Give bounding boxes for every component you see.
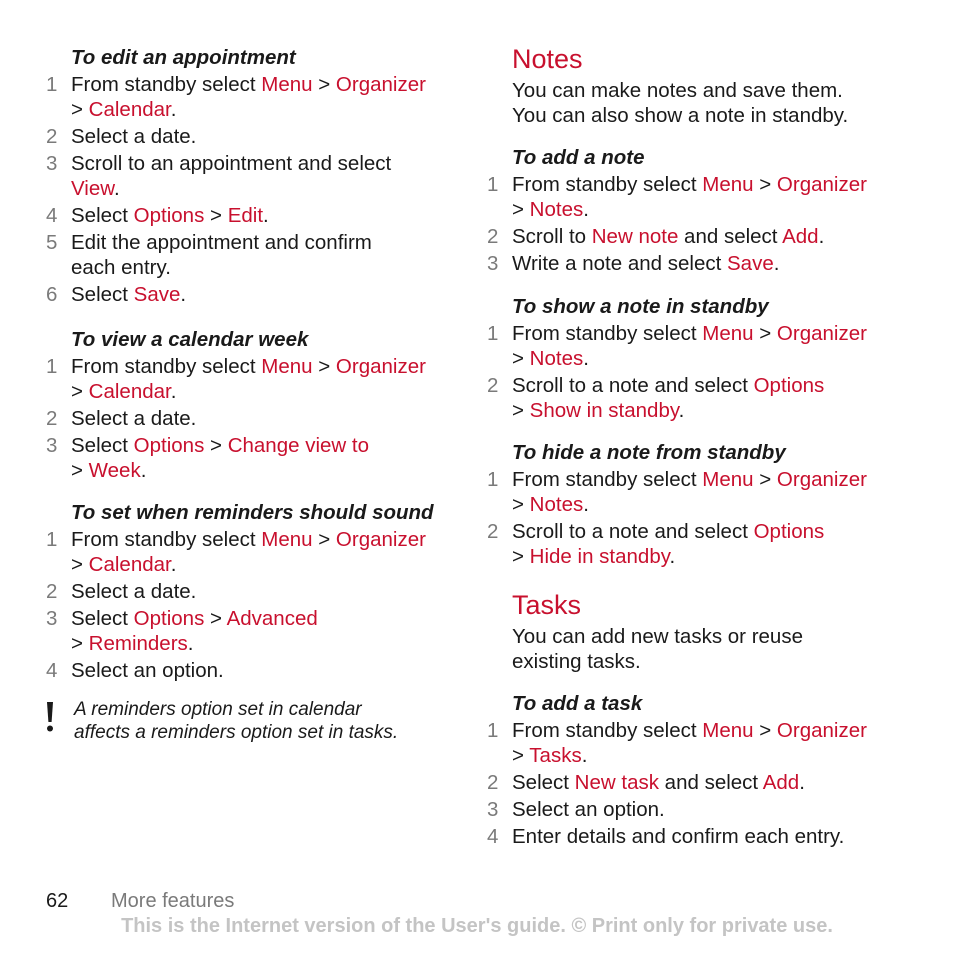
step-line [512, 824, 927, 849]
step-text [71, 406, 466, 431]
step-line [512, 321, 927, 346]
step-item [487, 251, 927, 276]
step-number: 4 [46, 204, 58, 227]
step-number: 4 [487, 825, 499, 848]
step-text [512, 797, 927, 822]
intro-line: You can make notes and save them. [512, 79, 843, 102]
step-number: 2 [487, 771, 499, 794]
step-line [71, 230, 466, 255]
step-list [46, 72, 466, 307]
menu-path-term: Menu [702, 468, 754, 491]
step-text-run: > [512, 198, 530, 221]
step-text-run: Scroll to a note and select [512, 520, 754, 543]
step-text-run: . [583, 493, 589, 516]
step-line [71, 255, 466, 280]
step-text-run: Select an option. [512, 798, 665, 821]
disclaimer: This is the Internet version of the User's guide. © Print only for private use. [121, 915, 833, 937]
procedure-view-calendar-week [46, 327, 466, 485]
menu-path-term: Organizer [335, 355, 426, 378]
step-number: 1 [487, 468, 499, 491]
step-item [46, 579, 466, 604]
step-text-run: Enter details and confirm each entry. [512, 825, 845, 848]
step-line [71, 433, 466, 458]
step-text-run: > [512, 744, 530, 767]
procedure-title: To set when reminders should sound [71, 501, 434, 524]
intro-line: You can also show a note in standby. [512, 104, 849, 127]
step-text-run: Select [71, 607, 134, 630]
procedure-add-note [487, 145, 927, 278]
step-line [71, 97, 466, 122]
procedure-title: To view a calendar week [71, 328, 309, 351]
tasks-intro [512, 624, 803, 674]
menu-path-term: Save [727, 252, 774, 275]
step-line [512, 224, 927, 249]
menu-path-term: Hide in standby [529, 545, 670, 568]
procedure-title: To add a task [512, 692, 643, 715]
step-text-run: > [312, 73, 336, 96]
menu-path-term: Organizer [776, 468, 867, 491]
step-line [512, 743, 927, 768]
exclamation-icon [46, 702, 54, 732]
menu-path-term: Organizer [776, 719, 867, 742]
step-line [512, 398, 927, 423]
step-text-run: > [204, 204, 228, 227]
step-line [71, 282, 466, 307]
step-line [71, 379, 466, 404]
step-text-run: > [753, 719, 777, 742]
menu-path-term: Save [133, 283, 181, 306]
menu-path-term: View [71, 177, 114, 200]
step-line [71, 606, 466, 631]
menu-path-term: Change view to [227, 434, 370, 457]
step-text [71, 658, 466, 683]
step-item [46, 282, 466, 307]
step-text [71, 230, 466, 280]
procedure-add-task [487, 691, 927, 851]
menu-path-term: Reminders [88, 632, 188, 655]
notes-intro [512, 78, 848, 128]
step-text-run: Scroll to an appointment and select [71, 152, 392, 175]
step-text-run: From standby select [512, 719, 703, 742]
menu-path-term: Organizer [335, 73, 426, 96]
step-text-run: . [170, 553, 177, 576]
step-text-run: Select [71, 204, 134, 227]
step-number: 1 [46, 528, 58, 551]
step-number: 2 [46, 407, 58, 430]
step-line [71, 72, 466, 97]
menu-path-term: Notes [529, 493, 584, 516]
step-text-run: Select [71, 434, 134, 457]
step-text-run: Edit the appointment and confirm [71, 231, 372, 254]
step-text-run: . [678, 399, 685, 422]
step-list [46, 354, 466, 483]
menu-path-term: New note [591, 225, 679, 248]
step-text-run: > [312, 355, 336, 378]
step-text-run: > [753, 468, 777, 491]
step-line [512, 346, 927, 371]
step-text-run: . [581, 744, 588, 767]
step-number: 2 [487, 374, 499, 397]
step-text [512, 251, 927, 276]
step-text [71, 124, 466, 149]
step-line [71, 658, 466, 683]
step-item [46, 230, 466, 280]
menu-path-term: Menu [261, 355, 313, 378]
step-number: 3 [46, 607, 58, 630]
step-number: 2 [487, 225, 499, 248]
step-text-run: From standby select [512, 173, 703, 196]
step-text-run: . [187, 632, 194, 655]
step-item [487, 321, 927, 371]
step-line [512, 492, 927, 517]
menu-path-term: Notes [529, 198, 584, 221]
step-text-run: . [170, 98, 177, 121]
step-item [487, 770, 927, 795]
section-name: More features [111, 890, 235, 912]
step-text-run: > [512, 399, 530, 422]
step-text-run: and select [658, 771, 763, 794]
step-number: 4 [46, 659, 58, 682]
step-list [46, 527, 466, 683]
step-text [71, 282, 466, 307]
step-list [487, 321, 927, 423]
step-item [46, 151, 466, 201]
step-number: 3 [46, 434, 58, 457]
step-item [487, 824, 927, 849]
step-text-run: Select a date. [71, 125, 197, 148]
step-line [71, 354, 466, 379]
menu-path-term: Add [782, 225, 819, 248]
step-text-run: and select [678, 225, 783, 248]
step-line [512, 797, 927, 822]
step-text-run: Write a note and select [512, 252, 727, 275]
step-text-run: > [512, 493, 530, 516]
step-list [487, 467, 927, 569]
step-text-run: > [753, 173, 777, 196]
step-list [487, 718, 927, 849]
step-number: 3 [487, 798, 499, 821]
step-text [71, 527, 466, 577]
step-text [512, 373, 927, 423]
menu-path-term: Menu [702, 719, 754, 742]
step-line [71, 579, 466, 604]
step-line [512, 544, 927, 569]
step-text-run: From standby select [71, 528, 262, 551]
step-item [46, 606, 466, 656]
step-item [487, 172, 927, 222]
step-line [71, 151, 466, 176]
step-text-run: > [512, 545, 530, 568]
step-text [512, 718, 927, 768]
step-line [71, 631, 466, 656]
step-item [487, 373, 927, 423]
step-item [487, 797, 927, 822]
menu-path-term: New task [574, 771, 659, 794]
menu-path-term: Organizer [335, 528, 426, 551]
step-text [71, 606, 466, 656]
step-text [71, 151, 466, 201]
step-line [71, 552, 466, 577]
step-text [71, 203, 466, 228]
step-line [512, 467, 927, 492]
step-text-run: From standby select [512, 322, 703, 345]
step-text [71, 72, 466, 122]
procedure-hide-note-standby [487, 440, 927, 571]
step-number: 5 [46, 231, 58, 254]
step-text-run: From standby select [71, 355, 262, 378]
menu-path-term: Menu [702, 173, 754, 196]
menu-path-term: Menu [261, 73, 313, 96]
step-text-run: Select [71, 283, 134, 306]
step-number: 2 [46, 125, 58, 148]
intro-line: You can add new tasks or reuse [512, 625, 803, 648]
step-number: 2 [46, 580, 58, 603]
section-heading-notes: Notes [512, 44, 583, 74]
note-line: affects a reminders option set in tasks. [74, 722, 399, 743]
step-line [71, 527, 466, 552]
step-text-run: > [204, 607, 227, 630]
menu-path-term: Tasks [529, 744, 582, 767]
menu-path-term: Notes [529, 347, 584, 370]
step-text [512, 172, 927, 222]
step-text [71, 579, 466, 604]
step-line [512, 172, 927, 197]
step-text-run: . [799, 771, 805, 794]
procedure-title: To add a note [512, 146, 645, 169]
menu-path-term: Calendar [88, 553, 171, 576]
menu-path-term: Options [133, 607, 205, 630]
step-text-run: Select an option. [71, 659, 224, 682]
step-text-run: From standby select [512, 468, 703, 491]
step-text [71, 433, 466, 483]
procedure-show-note-standby [487, 294, 927, 425]
note-callout [46, 698, 466, 752]
step-item [487, 519, 927, 569]
step-number: 1 [487, 719, 499, 742]
step-list [487, 172, 927, 276]
step-number: 1 [487, 173, 499, 196]
menu-path-term: Organizer [776, 173, 867, 196]
step-number: 3 [487, 252, 499, 275]
menu-path-term: Options [133, 434, 205, 457]
procedure-title: To show a note in standby [512, 295, 769, 318]
step-line [512, 718, 927, 743]
step-text-run: > [71, 632, 89, 655]
step-text-run: > [753, 322, 777, 345]
step-text-run: . [170, 380, 177, 403]
menu-path-term: Options [753, 520, 825, 543]
step-text-run: . [583, 198, 589, 221]
step-line [512, 197, 927, 222]
step-text-run: > [71, 459, 89, 482]
step-number: 1 [487, 322, 499, 345]
procedure-edit-appointment [46, 45, 466, 309]
menu-path-term: Menu [702, 322, 754, 345]
step-item [487, 467, 927, 517]
step-line [71, 124, 466, 149]
step-line [512, 519, 927, 544]
step-number: 3 [46, 152, 58, 175]
menu-path-term: Organizer [776, 322, 867, 345]
step-text-run: From standby select [71, 73, 262, 96]
step-text-run: . [583, 347, 589, 370]
step-text-run: . [140, 459, 147, 482]
menu-path-term: Edit [227, 204, 264, 227]
step-text [512, 224, 927, 249]
step-text [512, 467, 927, 517]
page-number: 62 [46, 890, 69, 912]
step-text-run: > [71, 553, 89, 576]
step-item [46, 527, 466, 577]
step-line [512, 373, 927, 398]
step-line [71, 458, 466, 483]
step-number: 2 [487, 520, 499, 543]
step-number: 1 [46, 73, 58, 96]
step-line [71, 176, 466, 201]
menu-path-term: Calendar [88, 98, 171, 121]
step-text-run: Scroll to a note and select [512, 374, 754, 397]
step-text-run: > [204, 434, 228, 457]
step-line [71, 406, 466, 431]
step-item [487, 224, 927, 249]
step-text [512, 321, 927, 371]
step-line [512, 770, 927, 795]
menu-path-term: Show in standby [529, 399, 679, 422]
step-text [512, 824, 927, 849]
menu-path-term: Options [753, 374, 825, 397]
menu-path-term: Calendar [88, 380, 171, 403]
step-line [512, 251, 927, 276]
step-text-run: . [180, 283, 187, 306]
step-text-run: > [71, 380, 89, 403]
note-text [74, 698, 398, 744]
menu-path-term: Add [762, 771, 800, 794]
step-item [487, 718, 927, 768]
procedure-title: To edit an appointment [71, 46, 296, 69]
step-line [71, 203, 466, 228]
step-text-run: . [818, 225, 825, 248]
step-text [512, 519, 927, 569]
step-text-run: > [312, 528, 336, 551]
step-text-run: . [669, 545, 676, 568]
step-text-run: . [113, 177, 120, 200]
step-number: 6 [46, 283, 58, 306]
step-item [46, 72, 466, 122]
step-text-run: . [773, 252, 780, 275]
step-item [46, 203, 466, 228]
step-text-run: Select a date. [71, 580, 197, 603]
menu-path-term: Week [88, 459, 141, 482]
step-item [46, 433, 466, 483]
step-text-run: . [263, 204, 269, 227]
step-text-run: Scroll to [512, 225, 592, 248]
step-text [512, 770, 927, 795]
step-number: 1 [46, 355, 58, 378]
step-item [46, 658, 466, 683]
step-item [46, 354, 466, 404]
menu-path-term: Options [133, 204, 205, 227]
note-line: A reminders option set in calendar [74, 699, 362, 720]
step-text-run: > [71, 98, 89, 121]
menu-path-term: Menu [261, 528, 313, 551]
step-text [71, 354, 466, 404]
step-item [46, 124, 466, 149]
procedure-set-reminders [46, 500, 466, 685]
procedure-title: To hide a note from standby [512, 441, 786, 464]
step-text-run: > [512, 347, 530, 370]
step-text-run: Select a date. [71, 407, 197, 430]
step-item [46, 406, 466, 431]
menu-path-term: Advanced [226, 607, 318, 630]
section-heading-tasks: Tasks [512, 590, 582, 620]
step-text-run: each entry. [71, 256, 171, 279]
step-text-run: Select [512, 771, 575, 794]
intro-line: existing tasks. [512, 650, 641, 673]
